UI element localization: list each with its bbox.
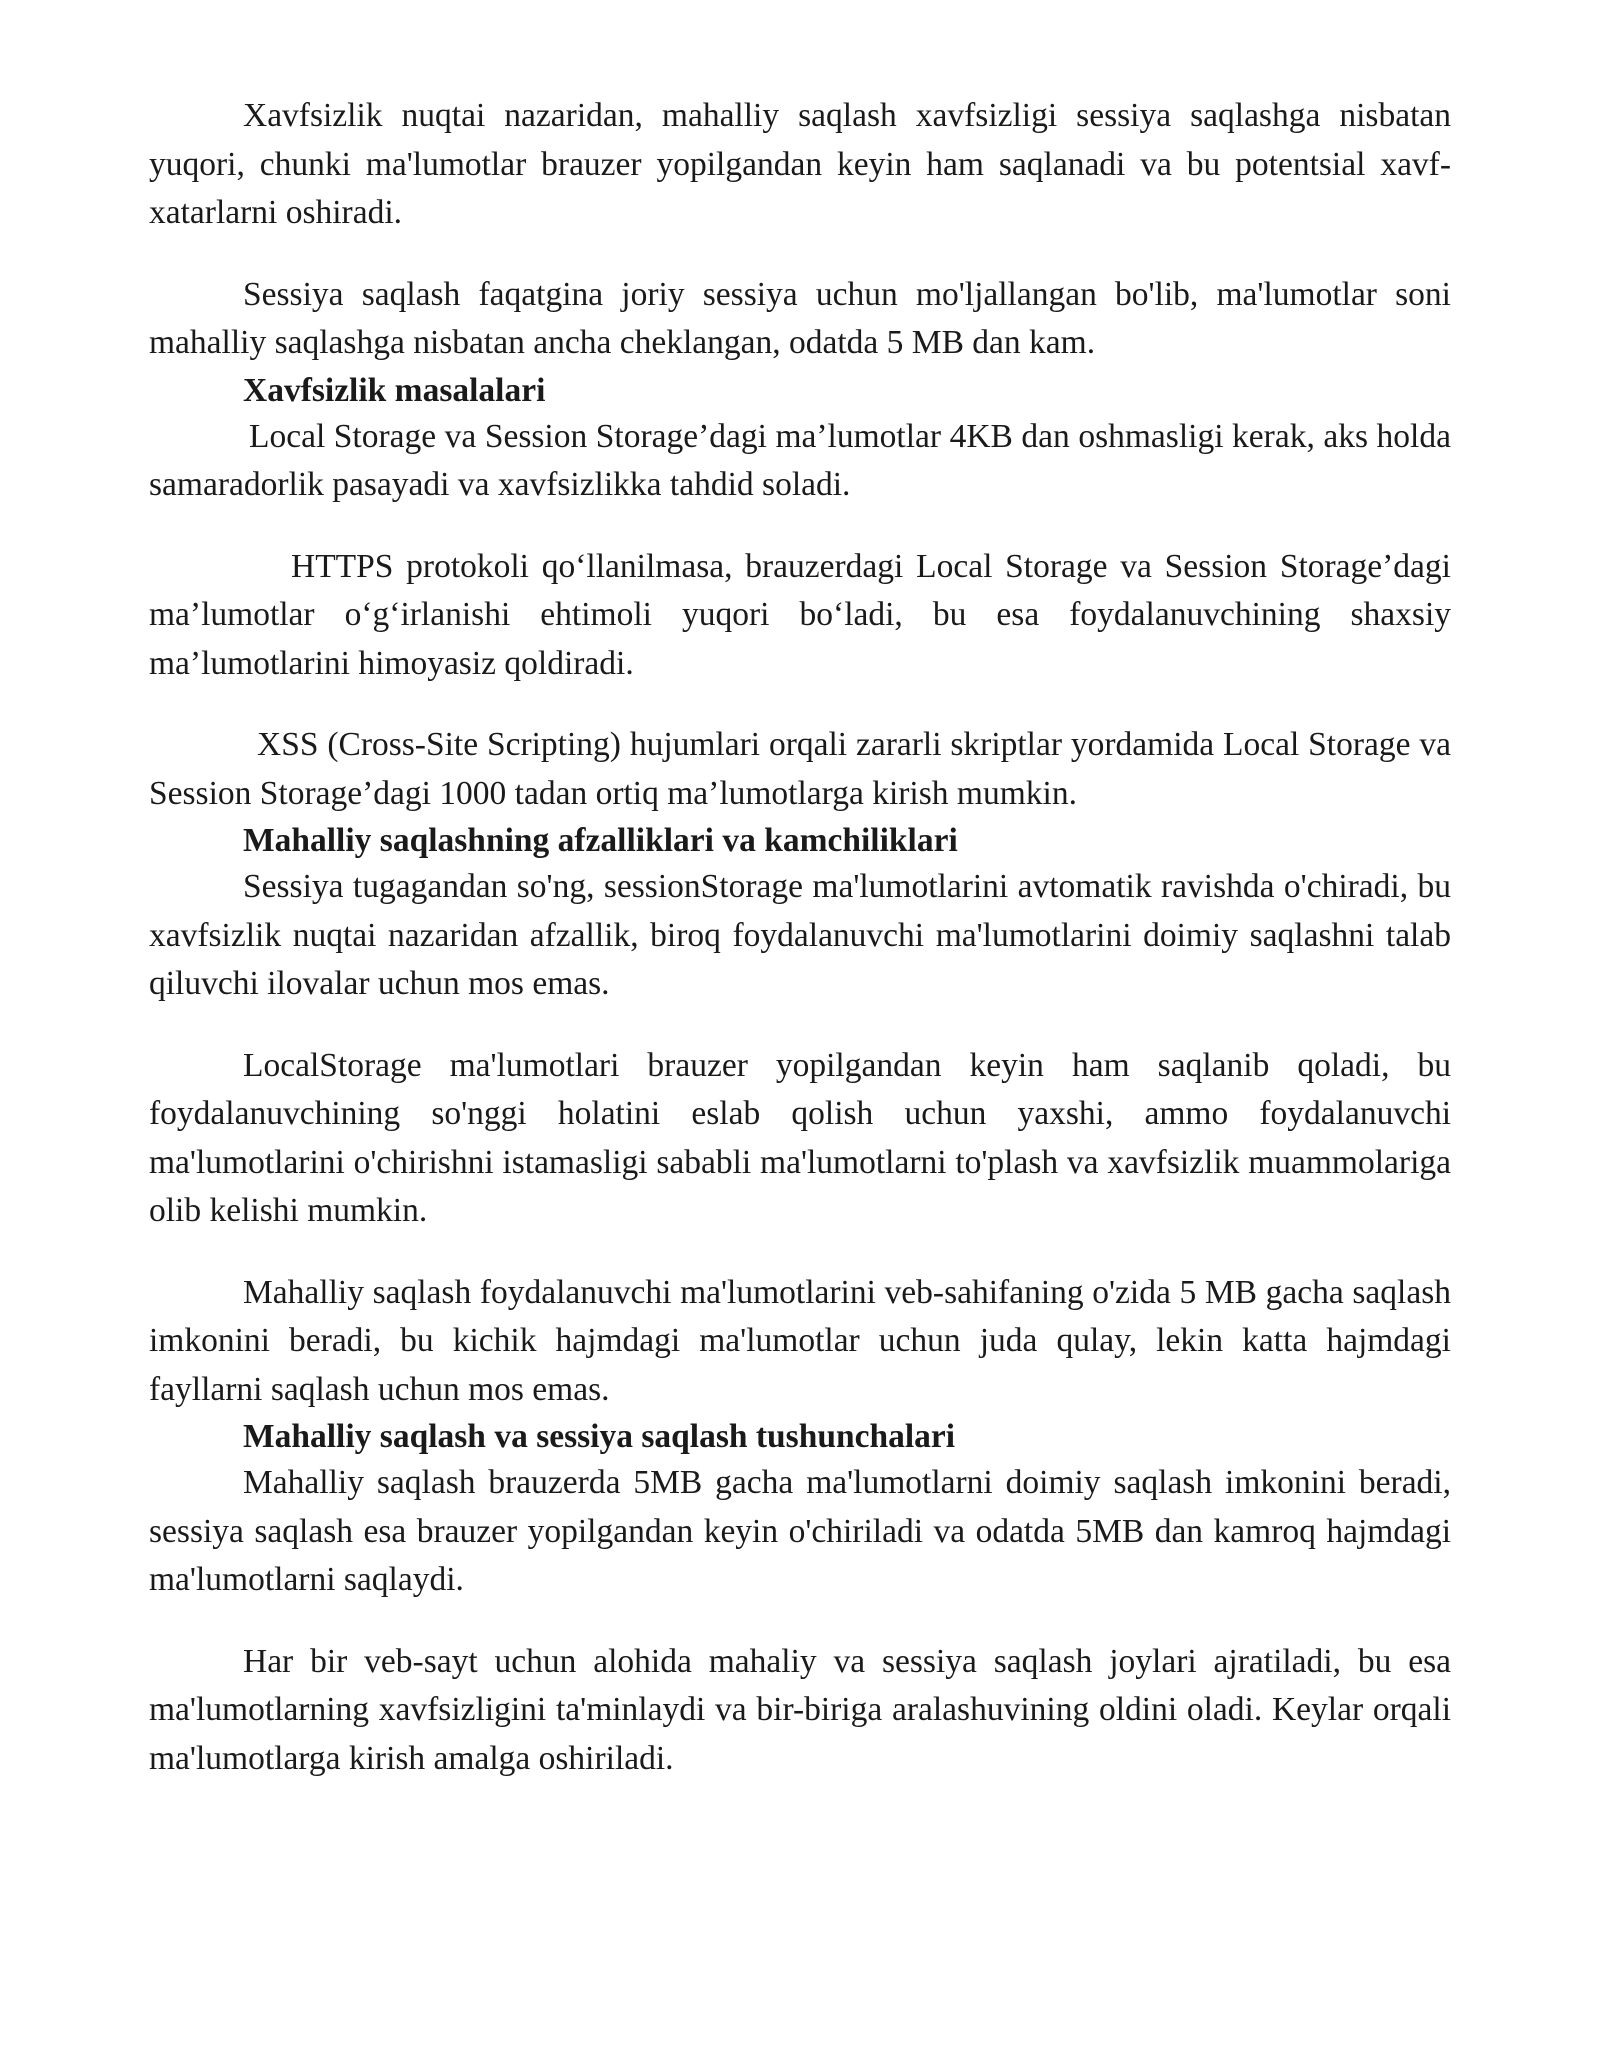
paragraph-xss-risk: XSS (Cross-Site Scripting) hujumlari orqali zararli skriptlar yordamida Local Storage va Session Storage’dagi 1000 tadan ortiq ma’lumotlarga kirish mumkin.: [149, 726, 1451, 812]
paragraph-session-storage-auto-clear: Sessiya tugagandan so'ng, sessionStorage ma'lumotlarini avtomatik ravishda o'chiradi, bu xavfsizlik nuqtai nazaridan afzallik, biroq foydalanuvchi ma'lumotlarini doimiy saqlashni talab qiluvchi ilovalar uchun mos emas.: [149, 868, 1451, 1002]
heading-concepts: Mahalliy saqlash va sessiya saqlash tushunchalari: [243, 1418, 956, 1455]
document-page: [149, 92, 1451, 1783]
paragraph-https-risk: HTTPS protokoli qo‘llanilmasa, brauzerdagi Local Storage va Session Storage’dagi ma’lumotlar o‘g‘irlanishi ehtimoli yuqori bo‘ladi, bu esa foydalanuvchining shaxsiy ma’lumotlarini himoyasiz qoldiradi.: [149, 547, 1451, 682]
paragraph-local-storage-persistence: LocalStorage ma'lumotlari brauzer yopilgandan keyin ham saqlanib qoladi, bu foydalanuvchining so'nggi holatini eslab qolish uchun yaxshi, ammo foydalanuvchi ma'lumotlarini o'chirishni istamasligi sababli ma'lumotlarni to'plash va xavfsizlik muammolariga olib kelishi mumkin.: [149, 1046, 1451, 1229]
paragraph-per-site-storage: Har bir veb-sayt uchun alohida mahaliy va sessiya saqlash joylari ajratiladi, bu esa ma'lumotlarning xavfsizligini ta'minlaydi va bir-biriga aralashuvining oldini oladi. Keylar orqali ma'lumotlarga kirish amalga oshiriladi.: [149, 1642, 1451, 1777]
paragraph-storage-size-limit: Local Storage va Session Storage’dagi ma’lumotlar 4KB dan oshmasligi kerak, aks holda samaradorlik pasayadi va xavfsizlikka tahdid soladi.: [149, 417, 1451, 503]
heading-pros-cons: Mahalliy saqlashning afzalliklari va kamchiliklari: [243, 822, 958, 859]
paragraph-storage-concepts: Mahalliy saqlash brauzerda 5MB gacha ma'lumotlarni doimiy saqlash imkonini beradi, sessiya saqlash esa brauzer yopilgandan keyin o'chiriladi va odatda 5MB dan kamroq hajmdagi ma'lumotlarni saqlaydi.: [149, 1464, 1451, 1598]
paragraph-session-storage-limit: Sessiya saqlash faqatgina joriy sessiya uchun mo'ljallangan bo'lib, ma'lumotlar soni mahalliy saqlashga nisbatan ancha cheklangan, odatda 5 MB dan kam.: [149, 275, 1451, 361]
paragraph-local-storage-capacity: Mahalliy saqlash foydalanuvchi ma'lumotlarini veb-sahifaning o'zida 5 MB gacha saqlash imkonini beradi, bu kichik hajmdagi ma'lumotlar uchun juda qulay, lekin katta hajmdagi fayllarni saqlash uchun mos emas.: [149, 1273, 1451, 1408]
heading-security-issues: Xavfsizlik masalalari: [243, 371, 546, 409]
paragraph-security-comparison: Xavfsizlik nuqtai nazaridan, mahalliy saqlash xavfsizligi sessiya saqlashga nisbatan yuqori, chunki ma'lumotlar brauzer yopilgandan keyin ham saqlanadi va bu potentsial xavf-xatarlarni oshiradi.: [149, 97, 1451, 231]
